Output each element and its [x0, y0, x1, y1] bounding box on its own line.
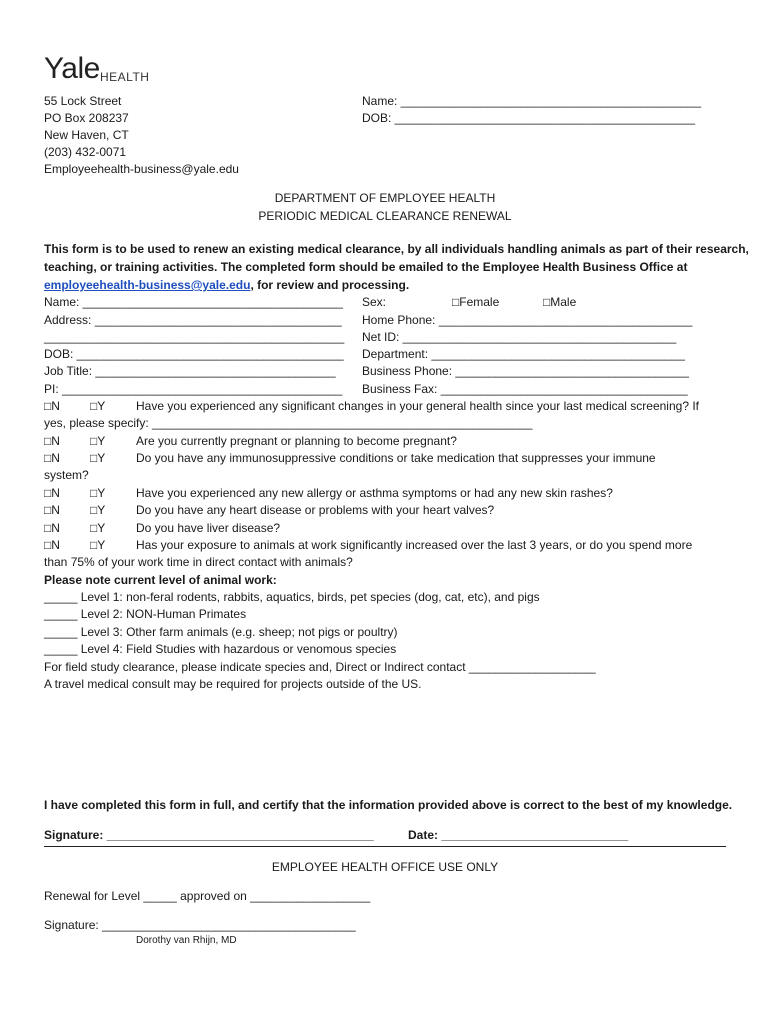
department-field[interactable]: Department: ______________________________________: [362, 347, 685, 361]
address-line-1: 55 Lock Street: [44, 94, 122, 108]
department-title: DEPARTMENT OF EMPLOYEE HEALTH: [274, 191, 496, 205]
sex-male-checkbox[interactable]: □Male: [543, 295, 577, 309]
job-title-field[interactable]: Job Title: ____________________________________: [44, 364, 336, 378]
header-name-field[interactable]: Name: _____________________________________________: [362, 94, 701, 108]
level-2-field[interactable]: _____ Level 2: NON-Human Primates: [44, 607, 247, 621]
animal-level-heading: Please note current level of animal work:: [44, 573, 277, 587]
date-field[interactable]: Date: ____________________________: [408, 828, 629, 842]
address-phone: (203) 432-0071: [44, 145, 127, 159]
q3-text: Do you have any immunosuppressive conditions or take medication that suppresses your immune: [136, 451, 656, 465]
q7-text: Has your exposure to animals at work significantly increased over the last 3 years, or do you spend more: [136, 538, 693, 552]
net-id-field[interactable]: Net ID: _________________________________________: [362, 330, 677, 344]
address-line-3: New Haven, CT: [44, 128, 129, 142]
q4-no-checkbox[interactable]: □N: [44, 486, 60, 500]
q1-specify-field[interactable]: yes, please specify: _________________________________________________________: [44, 416, 533, 430]
q4-yes-checkbox[interactable]: □Y: [90, 486, 106, 500]
q6-yes-checkbox[interactable]: □Y: [90, 521, 106, 535]
q6-no-checkbox[interactable]: □N: [44, 521, 60, 535]
q1-no-checkbox[interactable]: □N: [44, 399, 60, 413]
intro-line-2: teaching, or training activities. The completed form should be emailed to the Employee Health Business Office at: [44, 260, 688, 274]
dob-field[interactable]: DOB: ________________________________________: [44, 347, 344, 361]
intro-line-3-rest: , for review and processing.: [250, 278, 410, 292]
sex-label: Sex:: [362, 295, 387, 309]
address-field-line-2[interactable]: _____________________________________________: [44, 330, 345, 344]
q3-no-checkbox[interactable]: □N: [44, 451, 60, 465]
q3-yes-checkbox[interactable]: □Y: [90, 451, 106, 465]
section-divider: [44, 846, 726, 847]
field-study-field[interactable]: For field study clearance, please indicate species and, Direct or Indirect contact ___________________: [44, 660, 596, 674]
name-field[interactable]: Name: _______________________________________: [44, 295, 343, 309]
q2-no-checkbox[interactable]: □N: [44, 434, 60, 448]
q2-text: Are you currently pregnant or planning to become pregnant?: [136, 434, 457, 448]
q7-text-cont: than 75% of your work time in direct contact with animals?: [44, 555, 353, 569]
q1-yes-checkbox[interactable]: □Y: [90, 399, 106, 413]
form-title: PERIODIC MEDICAL CLEARANCE RENEWAL: [258, 209, 512, 223]
address-field[interactable]: Address: _____________________________________: [44, 313, 342, 327]
level-3-field[interactable]: _____ Level 3: Other farm animals (e.g. sheep; not pigs or poultry): [44, 625, 398, 639]
header-dob-field[interactable]: DOB: _____________________________________________: [362, 111, 695, 125]
intro-line-1: This form is to be used to renew an existing medical clearance, by all individuals handling animals as part of their research,: [44, 242, 749, 256]
q7-no-checkbox[interactable]: □N: [44, 538, 60, 552]
renewal-level-field[interactable]: Renewal for Level _____ approved on __________________: [44, 889, 371, 903]
q5-no-checkbox[interactable]: □N: [44, 503, 60, 517]
signer-name: Dorothy van Rhijn, MD: [136, 935, 237, 946]
sex-female-checkbox[interactable]: □Female: [452, 295, 500, 309]
travel-note: A travel medical consult may be required for projects outside of the US.: [44, 677, 422, 691]
office-use-heading: EMPLOYEE HEALTH OFFICE USE ONLY: [271, 860, 499, 874]
address-line-2: PO Box 208237: [44, 111, 129, 125]
q3-text-cont: system?: [44, 468, 89, 482]
certification-statement: I have completed this form in full, and certify that the information provided above is correct to the best of my knowledge.: [44, 798, 733, 812]
business-fax-field[interactable]: Business Fax: _____________________________________: [362, 382, 688, 396]
q2-yes-checkbox[interactable]: □Y: [90, 434, 106, 448]
q1-text: Have you experienced any significant changes in your general health since your last medical screening? If: [136, 399, 699, 413]
q5-yes-checkbox[interactable]: □Y: [90, 503, 106, 517]
business-phone-field[interactable]: Business Phone: ___________________________________: [362, 364, 689, 378]
q5-text: Do you have any heart disease or problems with your heart valves?: [136, 503, 495, 517]
business-email-link[interactable]: employeehealth-business@yale.edu: [44, 278, 251, 292]
q4-text: Have you experienced any new allergy or asthma symptoms or had any new skin rashes?: [136, 486, 613, 500]
yale-logo-text: Yale: [44, 52, 100, 85]
q6-text: Do you have liver disease?: [136, 521, 281, 535]
level-1-field[interactable]: _____ Level 1: non-feral rodents, rabbits, aquatics, birds, pet species (dog, cat, etc), and pigs: [44, 590, 540, 604]
health-logo-text: HEALTH: [100, 70, 150, 84]
q7-yes-checkbox[interactable]: □Y: [90, 538, 106, 552]
office-signature-field[interactable]: Signature: ______________________________________: [44, 918, 356, 932]
pi-field[interactable]: PI: __________________________________________: [44, 382, 343, 396]
intro-line-3: [44, 277, 409, 294]
home-phone-field[interactable]: Home Phone: ______________________________________: [362, 313, 693, 327]
level-4-field[interactable]: _____ Level 4: Field Studies with hazardous or venomous species: [44, 642, 397, 656]
signature-field[interactable]: Signature: ________________________________________: [44, 828, 374, 842]
address-email: Employeehealth-business@yale.edu: [44, 162, 239, 176]
